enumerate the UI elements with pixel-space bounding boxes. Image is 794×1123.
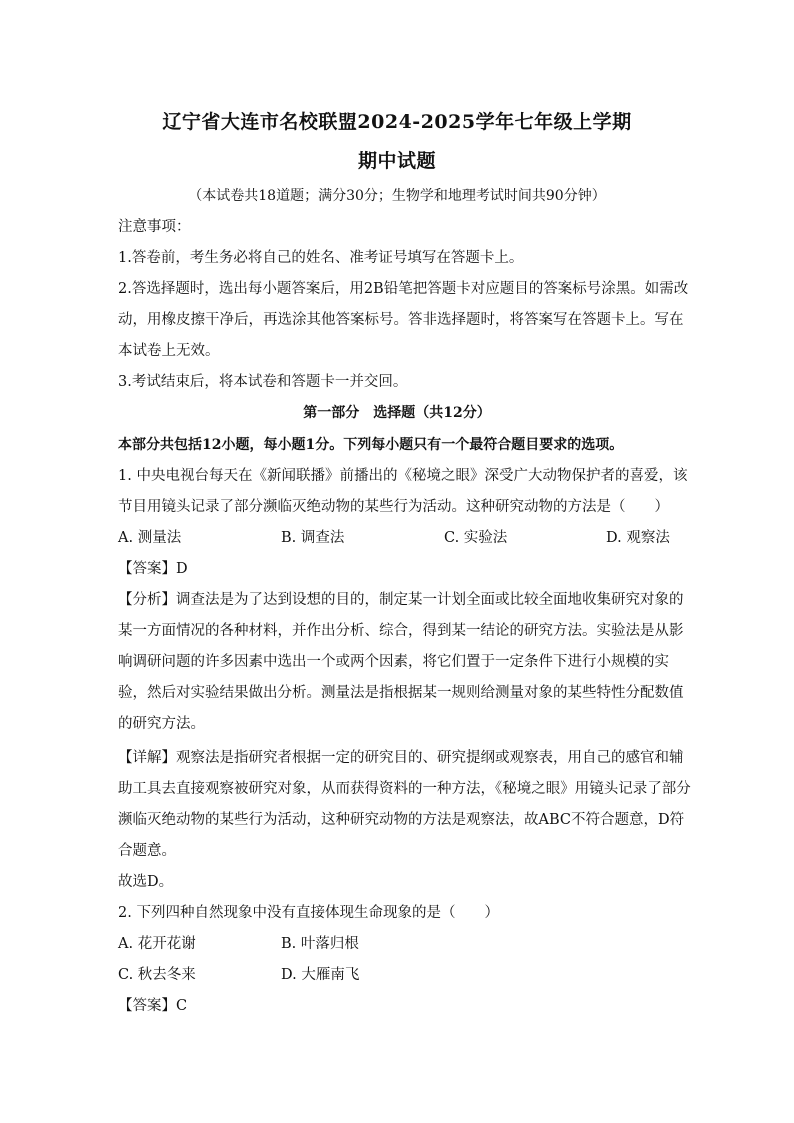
question-1-conclusion: 故选D。 — [118, 874, 174, 890]
question-2-answer: 【答案】C — [118, 998, 188, 1014]
question-1-analysis: 验，然后对实验结果做出分析。测量法是指根据某一规则给测量对象的某些特性分配数值 — [118, 685, 684, 701]
question-1-analysis: 响调研问题的许多因素中选出一个或两个因素，将它们置于一定条件下进行小规模的实 — [118, 654, 669, 670]
question-1-analysis: 的研究方法。 — [118, 716, 205, 732]
notice-heading: 注意事项： — [118, 219, 191, 235]
question-1-option-b: B. 调查法 — [281, 530, 345, 546]
question-1-answer: 【答案】D — [118, 561, 188, 577]
question-2-option-b: B. 叶落归根 — [281, 936, 359, 952]
section-heading: 第一部分 选择题（共12分） — [303, 405, 491, 421]
question-1-detail: 濒临灭绝动物的某些行为活动，这种研究动物的方法是观察法，故ABC不符合题意，D符 — [118, 812, 685, 828]
question-2-stem: 2. 下列四种自然现象中没有直接体现生命现象的是（ ） — [118, 905, 499, 921]
question-1-detail: 【详解】观察法是指研究者根据一定的研究目的、研究提纲或观察表，用自己的感官和辅 — [118, 750, 684, 766]
page-title-line2: 期中试题 — [357, 150, 436, 172]
question-1-analysis: 某一方面情况的各种材料，并作出分析、综合，得到某一结论的研究方法。实验法是从影 — [118, 623, 684, 639]
question-1-analysis: 【分析】调查法是为了达到设想的目的，制定某一计划全面或比较全面地收集研究对象的 — [118, 592, 684, 608]
notice-item: 本试卷上无效。 — [118, 343, 220, 359]
notice-item: 2.答选择题时，选出每小题答案后，用2B铅笔把答题卡对应题目的答案标号涂黑。如需改 — [118, 281, 689, 297]
question-2-option-c: C. 秋去冬来 — [118, 967, 196, 983]
page-title: 辽宁省大连市名校联盟2024-2025学年七年级上学期 — [162, 111, 632, 133]
question-1-stem-line2: 节目用镜头记录了部分濒临灭绝动物的某些行为活动。这种研究动物的方法是（ ） — [118, 499, 669, 515]
exam-subtitle: （本试卷共18道题；满分30分；生物学和地理考试时间共90分钟） — [188, 188, 606, 204]
question-1-stem: 1. 中央电视台每天在《新闻联播》前播出的《秘境之眼》深受广大动物保护者的喜爱，该 — [118, 468, 688, 484]
question-1-detail: 合题意。 — [118, 843, 176, 859]
question-1-option-d: D. 观察法 — [606, 530, 670, 546]
question-1-option-c: C. 实验法 — [444, 530, 508, 546]
question-1-detail: 助工具去直接观察被研究对象，从而获得资料的一种方法，《秘境之眼》用镜头记录了部分 — [118, 781, 691, 797]
question-1-option-a: A. 测量法 — [118, 530, 182, 546]
notice-item: 动，用橡皮擦干净后，再选涂其他答案标号。答非选择题时，将答案写在答题卡上。写在 — [118, 312, 684, 328]
question-2-option-a: A. 花开花谢 — [118, 936, 196, 952]
notice-item: 1.答卷前，考生务必将自己的姓名、准考证号填写在答题卡上。 — [118, 250, 524, 266]
section-instruction: 本部分共包括12小题，每小题1分。下列每小题只有一个最符合题目要求的选项。 — [118, 437, 624, 453]
notice-item: 3.考试结束后，将本试卷和答题卡一并交回。 — [118, 374, 408, 390]
question-2-option-d: D. 大雁南飞 — [281, 967, 360, 983]
